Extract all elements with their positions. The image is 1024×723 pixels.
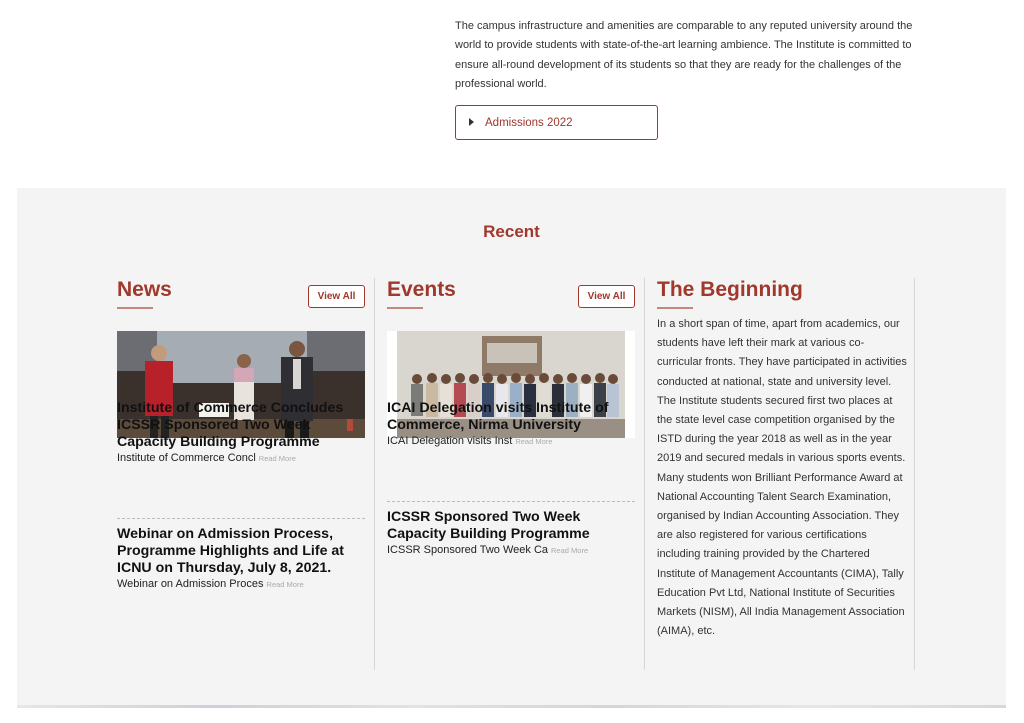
events-view-all-button[interactable]: View All (578, 285, 635, 308)
admissions-2022-button[interactable] (455, 105, 658, 140)
news-item-excerpt-text: Institute of Commerce Concl (117, 452, 256, 464)
beginning-heading: The Beginning (657, 278, 803, 301)
read-more-link[interactable]: Read More (258, 454, 296, 463)
news-column (117, 278, 375, 670)
news-item-excerpt-text: Webinar on Admission Proces (117, 578, 264, 590)
events-heading: Events (387, 278, 456, 301)
read-more-link[interactable]: Read More (266, 580, 304, 589)
read-more-link[interactable]: Read More (551, 546, 589, 555)
recent-section (17, 188, 1006, 705)
news-view-all-button[interactable]: View All (308, 285, 365, 308)
news-item (117, 400, 365, 466)
events-item-excerpt-text: ICAI Delegation visits Inst (387, 435, 513, 447)
footer-strip (17, 705, 1006, 708)
beginning-heading-underline (657, 307, 693, 309)
events-item (387, 400, 635, 449)
admissions-label: Admissions 2022 (485, 116, 573, 129)
read-more-link[interactable]: Read More (515, 437, 553, 446)
news-heading: News (117, 278, 172, 301)
beginning-column (657, 278, 915, 670)
intro-text: The campus infrastructure and amenities are comparable to any reputed university around the world to provide students with state-of-the-art learning ambience. The Institute is committed to ensure all-round development of its students so that they are ready for the challenges of the professional world. (455, 20, 913, 90)
recent-title: Recent (483, 222, 540, 241)
news-heading-underline (117, 307, 153, 309)
events-item (387, 509, 635, 558)
news-item-excerpt (117, 451, 365, 466)
news-item-excerpt (117, 577, 365, 592)
events-divider (387, 501, 635, 502)
news-item-title[interactable]: Institute of Commerce Concludes ICSSR Sponsored Two Week Capacity Building Programme (117, 400, 344, 450)
events-heading-underline (387, 307, 423, 309)
events-item-title[interactable]: ICSSR Sponsored Two Week Capacity Building Programme (387, 509, 590, 542)
caret-right-icon (469, 118, 474, 126)
events-item-title[interactable]: ICAI Delegation visits Institute of Commerce, Nirma University (387, 400, 609, 433)
events-item-excerpt-text: ICSSR Sponsored Two Week Ca (387, 544, 549, 556)
events-column (387, 278, 645, 670)
events-item-excerpt (387, 543, 635, 558)
news-divider (117, 518, 365, 519)
beginning-text: In a short span of time, apart from academics, our students have left their mark at various co-curricular fronts. They have participated in activities conducted at national, state and university level. The Institute students secured first two places at the state level case competition organised by the ISTD during the year 2018 as well as in the year 2019 and secured medals in various sports events. Many students won Brilliant Performance Award at National Accounting Talent Search Examination, organised by Indian Accounting Association. They are also registered for various certifications including training provided by the Chartered Institute of Management Accountants (CIMA), Tally Education Pvt Ltd, National Institute of Securities Markets (NISM), All India Management Association (AIMA), etc. (657, 318, 907, 638)
events-item-excerpt (387, 434, 635, 449)
news-item-title[interactable]: Webinar on Admission Process, Programme Highlights and Life at ICNU on Thursday, July 8, 2021. (117, 526, 345, 576)
intro-section (455, 17, 915, 94)
news-item (117, 526, 365, 592)
